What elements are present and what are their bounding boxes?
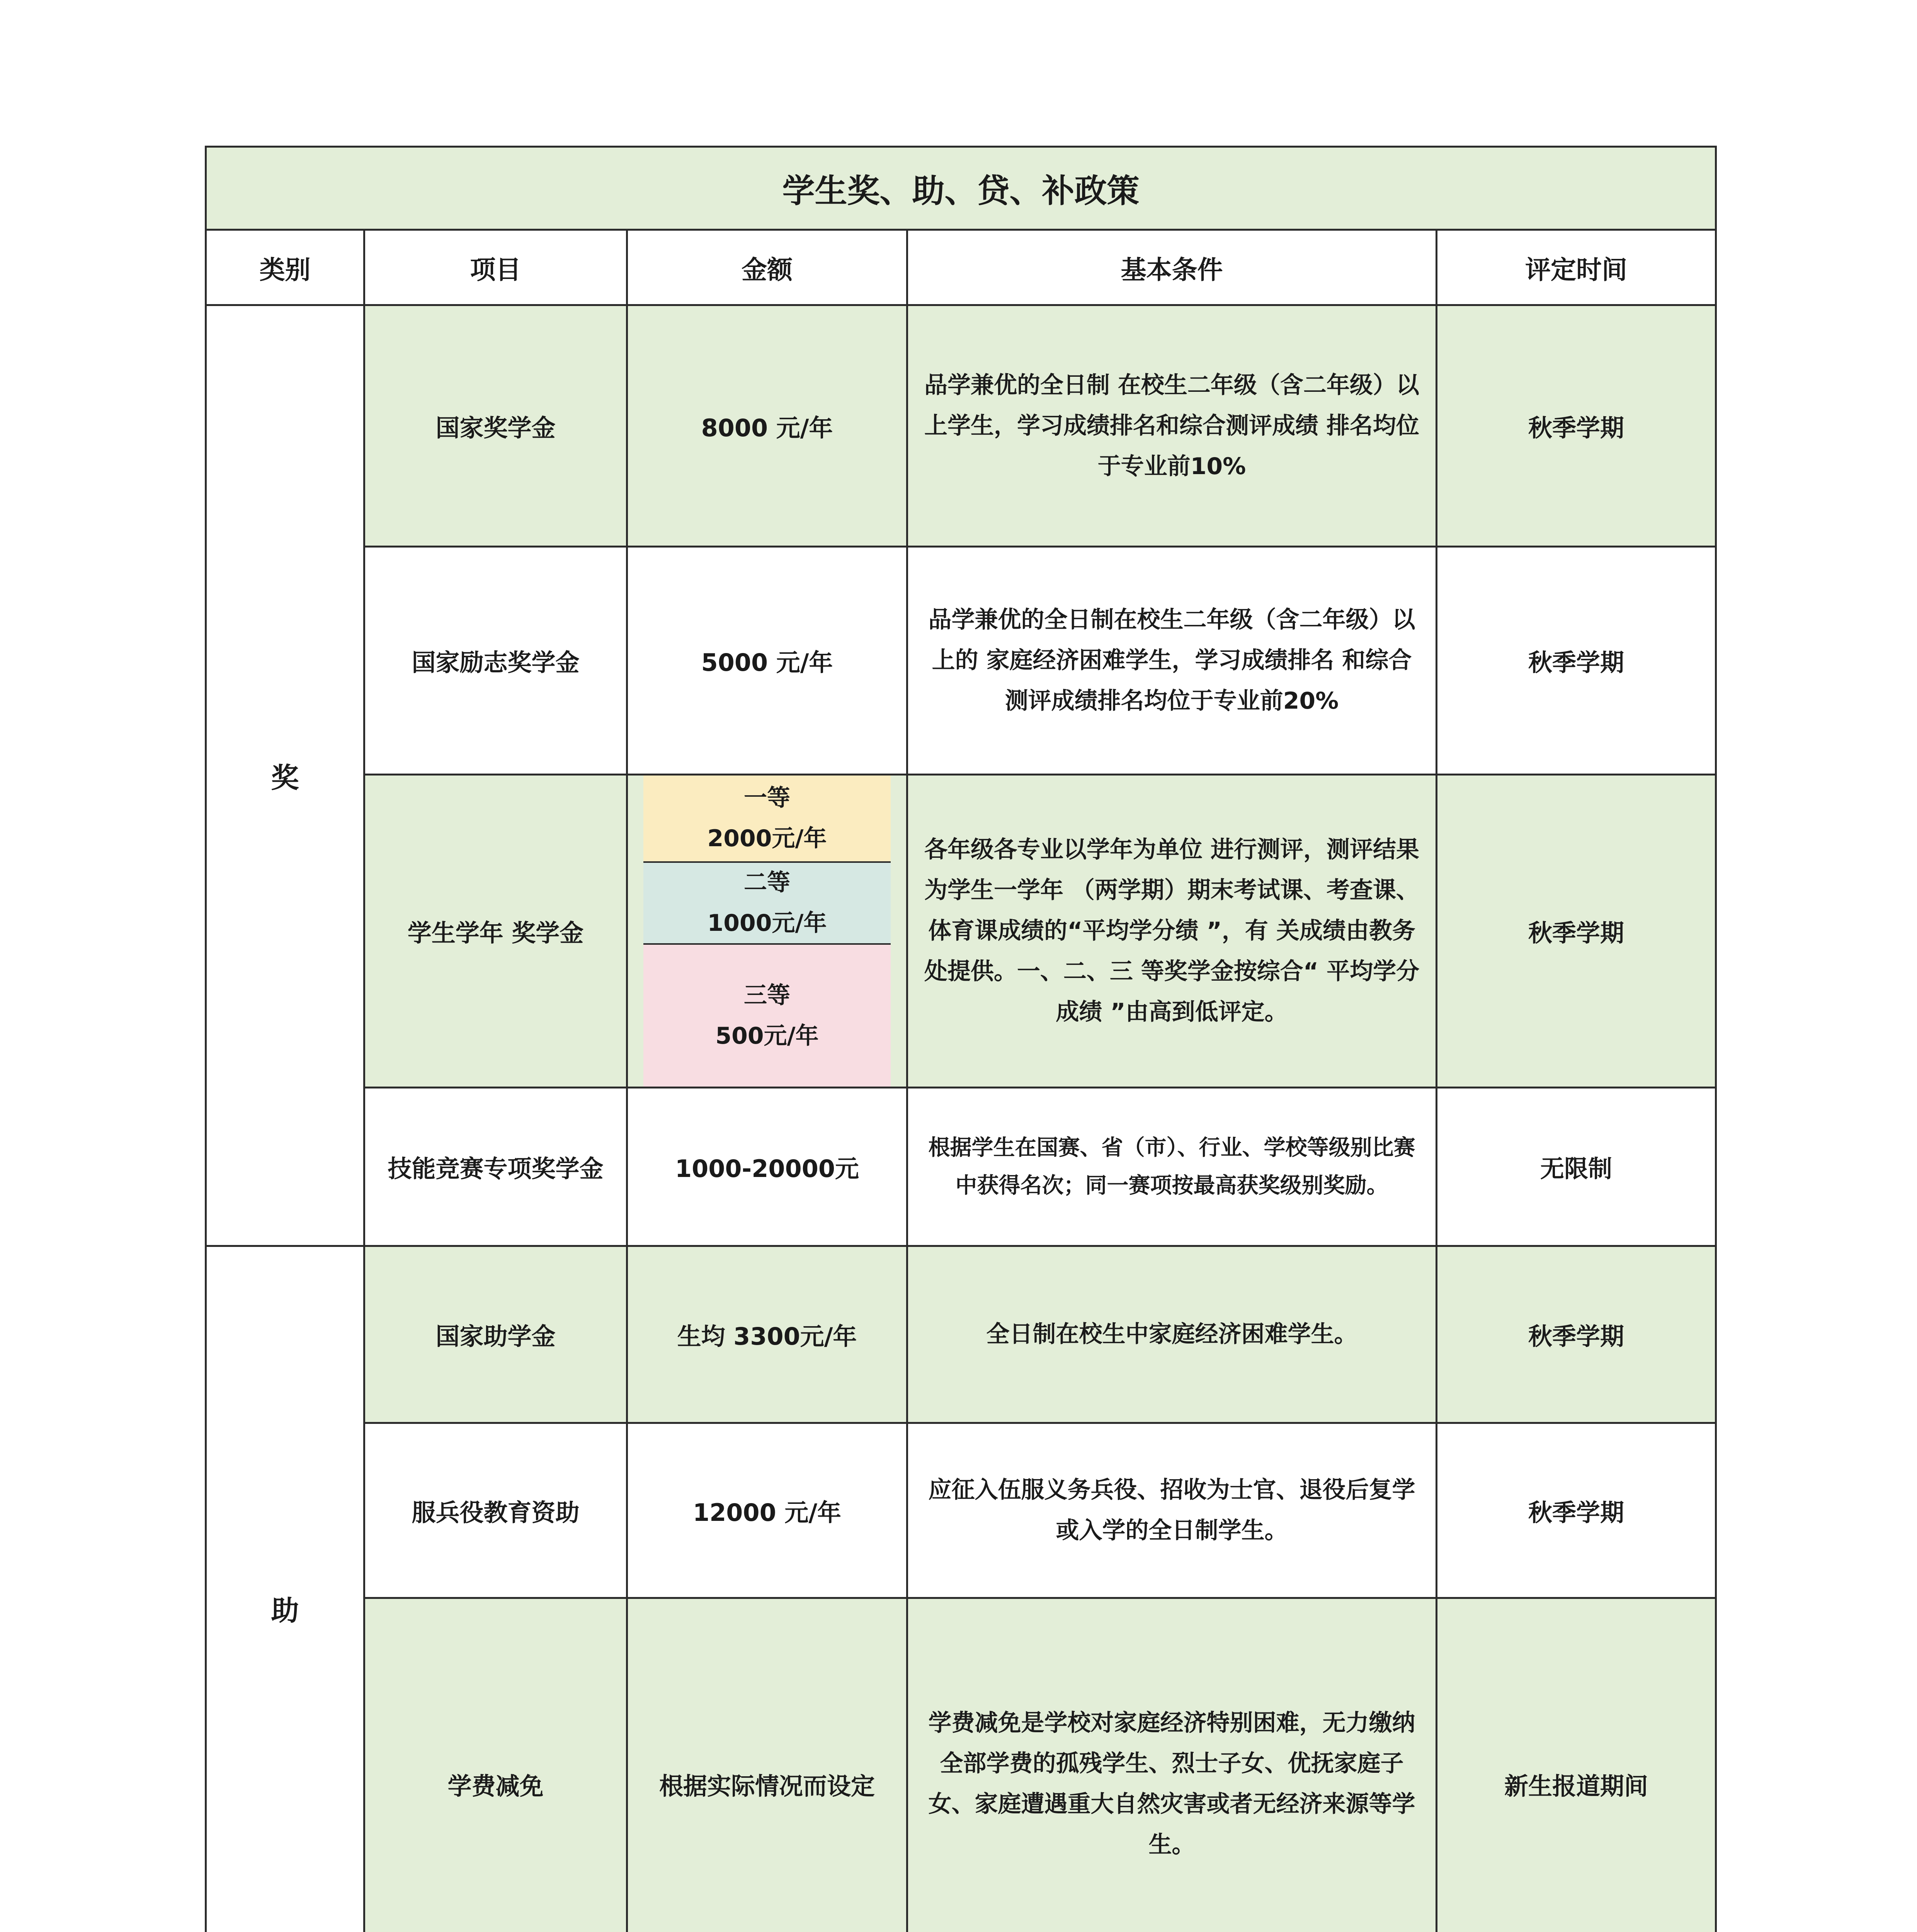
- evaluation-time: 无限制: [1437, 1088, 1716, 1246]
- item-label: 学费减免: [364, 1598, 627, 1932]
- item-label: 国家奖学金: [364, 305, 627, 547]
- condition-text: 应征入伍服义务兵役、招收为士官、退役后复学或入学的全日制学生。: [907, 1423, 1437, 1598]
- tier-third: [643, 945, 891, 1087]
- header-condition: 基本条件: [907, 230, 1437, 305]
- condition-text: 品学兼优的全日制在校生二年级（含二年级）以上的 家庭经济困难学生，学习成绩排名 和综合测评成绩排名均位于专业前20%: [907, 547, 1437, 775]
- item-label: 技能竞赛专项奖学金: [364, 1088, 627, 1246]
- item-label: 国家励志奖学金: [364, 547, 627, 775]
- table-row-tuition-waiver: [206, 1598, 1716, 1932]
- table-row-national-scholarship: [206, 305, 1716, 547]
- evaluation-time: 秋季学期: [1437, 1246, 1716, 1423]
- table-row-inspirational-scholarship: [206, 547, 1716, 775]
- header-time: 评定时间: [1437, 230, 1716, 305]
- evaluation-time: 秋季学期: [1437, 775, 1716, 1088]
- tier-label: 二等: [744, 869, 790, 896]
- tier-amount: 2000元/年: [707, 825, 827, 852]
- amount-value: 8000 元/年: [627, 305, 907, 547]
- tier-amount: 500元/年: [715, 1022, 819, 1049]
- condition-text: 全日制在校生中家庭经济困难学生。: [907, 1246, 1437, 1423]
- condition-text: 根据学生在国赛、省（市）、行业、学校等级别比赛中获得名次；同一赛项按最高获奖级别奖励。: [907, 1088, 1437, 1246]
- condition-text: 品学兼优的全日制 在校生二年级（含二年级）以上学生，学习成绩排名和综合测评成绩 排名均位于专业前10%: [907, 305, 1437, 547]
- amount-value: 根据实际情况而设定: [627, 1598, 907, 1932]
- header-row: [206, 230, 1716, 305]
- evaluation-time: 秋季学期: [1437, 305, 1716, 547]
- header-item: 项目: [364, 230, 627, 305]
- amount-tiers: [627, 775, 907, 1088]
- tier-label: 三等: [744, 981, 790, 1009]
- amount-value: 12000 元/年: [627, 1423, 907, 1598]
- condition-text: 学费减免是学校对家庭经济特别困难，无力缴纳全部学费的孤残学生、烈士子女、优抚家庭子女、家庭遭遇重大自然灾害或者无经济来源等学生。: [907, 1598, 1437, 1932]
- tier-second: [643, 863, 891, 945]
- condition-text: 各年级各专业以学年为单位 进行测评，测评结果为学生一学年 （两学期）期末考试课、考查课、体育课成绩的“平均学分绩 ”，有 关成绩由教务处提供。一、二、三 等奖学金按综合“ 平均学分成绩 ”由高到低评定。: [907, 775, 1437, 1088]
- amount-value: 生均 3300元/年: [627, 1246, 907, 1423]
- table-title: 学生奖、助、贷、补政策: [206, 147, 1716, 230]
- evaluation-time: 秋季学期: [1437, 547, 1716, 775]
- header-category: 类别: [206, 230, 364, 305]
- table-row-skills-competition: [206, 1088, 1716, 1246]
- header-amount: 金额: [627, 230, 907, 305]
- category-jiang: 奖: [206, 305, 364, 1246]
- category-zhu: 助: [206, 1246, 364, 1932]
- table-row-military-aid: [206, 1423, 1716, 1598]
- title-row: [206, 147, 1716, 230]
- item-label: 学生学年 奖学金: [364, 775, 627, 1088]
- policy-table: [205, 146, 1717, 1932]
- table-row-national-grant: [206, 1246, 1716, 1423]
- amount-value: 5000 元/年: [627, 547, 907, 775]
- item-label: 国家助学金: [364, 1246, 627, 1423]
- tier-label: 一等: [744, 784, 790, 811]
- evaluation-time: 秋季学期: [1437, 1423, 1716, 1598]
- evaluation-time: 新生报道期间: [1437, 1598, 1716, 1932]
- tier-amount: 1000元/年: [707, 910, 827, 937]
- item-label: 服兵役教育资助: [364, 1423, 627, 1598]
- table-row-annual-scholarship: [206, 775, 1716, 1088]
- amount-value: 1000-20000元: [627, 1088, 907, 1246]
- tier-first: [643, 776, 891, 863]
